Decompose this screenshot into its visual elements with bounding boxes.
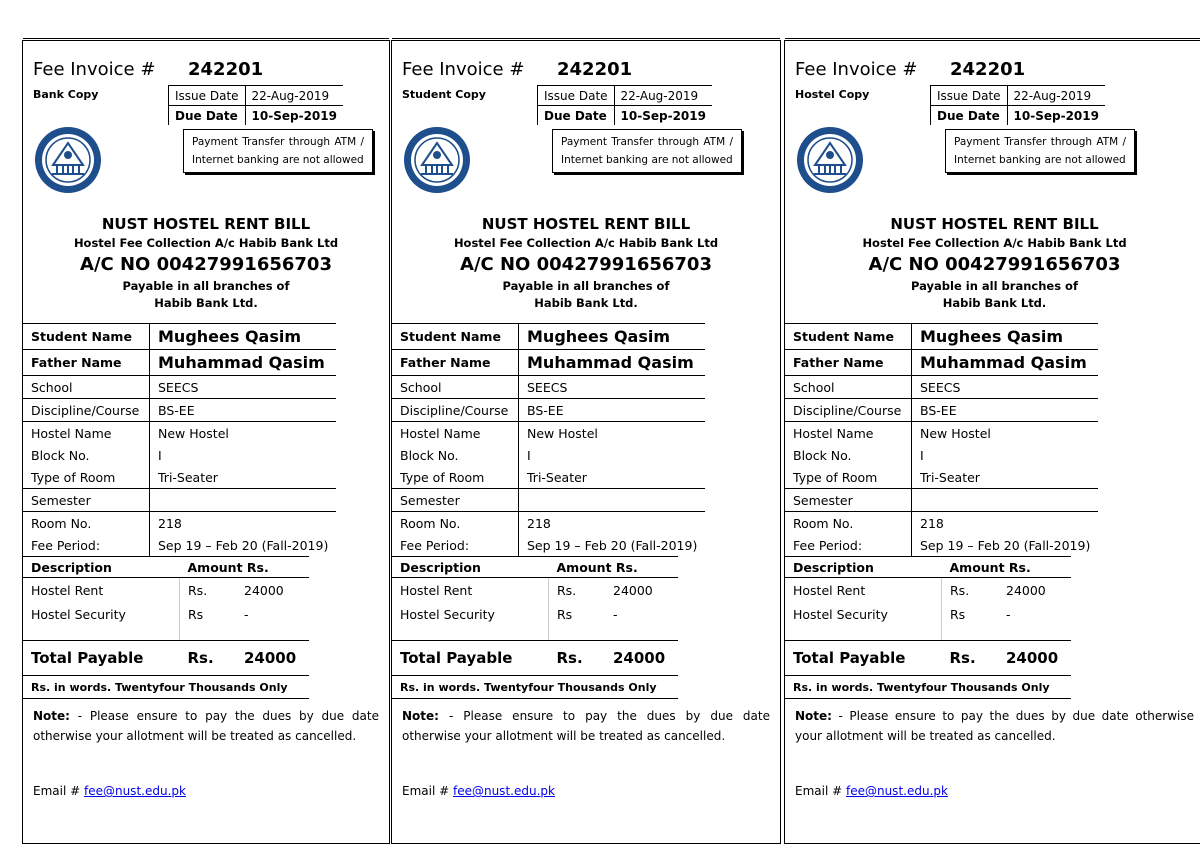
collection-account: Hostel Fee Collection A/c Habib Bank Ltd [73,236,339,250]
email-line [402,784,555,798]
bill-title: NUST HOSTEL RENT BILL [481,215,691,233]
father-name-value: Muhammad Qasim [150,350,337,376]
due-date-label: Due Date [169,106,246,126]
school-label: School [392,376,519,399]
email-line [33,784,186,798]
semester-label: Semester [392,489,519,512]
email-label: Email # [402,784,453,798]
nust-logo-icon [33,125,103,195]
invoice-title: Fee Invoice # [795,59,918,80]
room-no-value: 218 [920,515,944,531]
hostel-security-amount: - [613,606,618,622]
issue-date-label: Issue Date [169,86,246,106]
date-box [930,85,1105,125]
bill-title: NUST HOSTEL RENT BILL [101,215,311,233]
block-value: I [527,447,531,463]
account-number: A/C NO 00427991656703 [868,254,1121,275]
fee-table [23,556,309,699]
school-label: School [785,376,912,399]
student-info-table [392,323,705,556]
hostel-rent-amount: 24000 [613,582,653,598]
issue-date-value: 22-Aug-2019 [1007,86,1105,106]
invoice-number: 242201 [557,59,633,80]
invoice-title: Fee Invoice # [402,59,525,80]
student-name-value: Mughees Qasim [150,324,337,350]
note-text: - Please ensure to pay the dues by due date otherwise your allotment will be treated as cancelled. [795,709,1194,743]
payable-line-1: Payable in all branches of [502,279,670,293]
student-name-label: Student Name [23,324,150,350]
student-name-value: Mughees Qasim [912,324,1099,350]
room-type-value: Tri-Seater [150,466,337,489]
total-payable-label: Total Payable [23,641,180,676]
semester-value [519,489,706,512]
hostel-rent-currency: Rs. [180,578,237,603]
school-value: SEECS [912,376,1099,399]
note-text: - Please ensure to pay the dues by due date otherwise your allotment will be treated as cancelled. [402,709,770,743]
bill-header [785,214,1200,312]
amount-in-words: Rs. in words. Twentyfour Thousands Only [785,676,1071,699]
hostel-rent-label: Hostel Rent [793,582,866,598]
block-value: I [920,447,924,463]
description-header: Description [23,557,180,578]
invoice-number: 242201 [188,59,264,80]
total-currency: Rs. [549,641,606,676]
father-name-value: Muhammad Qasim [519,350,706,376]
father-name-value: Muhammad Qasim [912,350,1099,376]
bank-copy-slip [22,40,390,844]
room-type-label: Type of Room [23,466,150,489]
due-date-label: Due Date [931,106,1008,126]
hostel-rent-amount: 24000 [1006,582,1046,598]
room-no-label: Room No. [23,512,150,535]
email-link[interactable]: fee@nust.edu.pk [83,784,186,798]
copy-label: Student Copy [402,88,486,101]
email-line [795,784,948,798]
discipline-value: BS-EE [150,399,337,422]
amount-header: Amount Rs. [549,557,678,578]
collection-account: Hostel Fee Collection A/c Habib Bank Ltd [453,236,719,250]
student-name-label: Student Name [785,324,912,350]
total-amount: 24000 [605,641,678,676]
total-payable-label: Total Payable [392,641,549,676]
hostel-security-label: Hostel Security [400,606,495,622]
date-box [168,85,343,125]
total-amount: 24000 [236,641,309,676]
nust-logo-icon [402,125,472,195]
collection-account: Hostel Fee Collection A/c Habib Bank Ltd [862,236,1127,250]
payable-line-2: Habib Bank Ltd. [534,296,638,310]
bill-header [392,214,780,312]
due-date-value: 10-Sep-2019 [1007,106,1105,126]
hostel-security-amount: - [244,606,249,622]
hostel-name-value: New Hostel [527,425,598,441]
hostel-rent-currency: Rs. [549,578,606,603]
note-label: Note: [795,709,832,723]
payable-line-2: Habib Bank Ltd. [154,296,258,310]
hostel-name-label: Hostel Name [785,422,912,445]
payment-notice: Payment Transfer through ATM / Internet banking are not allowed [552,129,742,173]
student-info-table [23,323,336,556]
note-paragraph [33,706,379,746]
description-header: Description [392,557,549,578]
fee-table [785,556,1071,699]
block-value: I [158,447,162,463]
amount-in-words: Rs. in words. Twentyfour Thousands Only [23,676,309,699]
hostel-name-value: New Hostel [920,425,991,441]
payable-line-2: Habib Bank Ltd. [942,296,1047,310]
payable-line-1: Payable in all branches of [122,279,290,293]
payment-notice: Payment Transfer through ATM / Internet banking are not allowed [945,129,1135,173]
issue-date-value: 22-Aug-2019 [245,86,343,106]
invoice-number: 242201 [950,59,1026,80]
email-label: Email # [33,784,84,798]
fee-period-label: Fee Period: [23,534,150,556]
hostel-security-label: Hostel Security [793,606,888,622]
note-paragraph [402,706,770,746]
hostel-name-label: Hostel Name [23,422,150,445]
description-header: Description [785,557,942,578]
note-label: Note: [402,709,439,723]
father-name-label: Father Name [23,350,150,376]
total-payable-label: Total Payable [785,641,942,676]
room-type-label: Type of Room [785,466,912,489]
email-label: Email # [795,784,846,798]
fee-period-value: Sep 19 – Feb 20 (Fall-2019) [920,537,1091,553]
student-copy-slip [391,40,781,844]
issue-date-label: Issue Date [931,86,1008,106]
payment-notice: Payment Transfer through ATM / Internet banking are not allowed [183,129,373,173]
total-currency: Rs. [942,641,999,676]
father-name-label: Father Name [785,350,912,376]
copy-label: Hostel Copy [795,88,870,101]
note-paragraph [795,706,1194,746]
semester-value [912,489,1099,512]
hostel-name-value: New Hostel [158,425,229,441]
date-box [537,85,712,125]
email-link[interactable]: fee@nust.edu.pk [452,784,555,798]
due-date-label: Due Date [538,106,615,126]
hostel-security-label: Hostel Security [31,606,126,622]
room-no-label: Room No. [392,512,519,535]
payable-line-1: Payable in all branches of [911,279,1078,293]
top-border [23,38,389,39]
block-label: Block No. [23,444,150,466]
fee-period-value: Sep 19 – Feb 20 (Fall-2019) [158,537,329,553]
block-label: Block No. [392,444,519,466]
issue-date-label: Issue Date [538,86,615,106]
amount-in-words: Rs. in words. Twentyfour Thousands Only [392,676,678,699]
fee-table [392,556,678,699]
discipline-value: BS-EE [519,399,706,422]
discipline-label: Discipline/Course [392,399,519,422]
top-border [392,38,780,39]
room-type-value: Tri-Seater [519,466,706,489]
student-name-value: Mughees Qasim [519,324,706,350]
due-date-value: 10-Sep-2019 [614,106,712,126]
issue-date-value: 22-Aug-2019 [614,86,712,106]
invoice-title: Fee Invoice # [33,59,156,80]
school-label: School [23,376,150,399]
fee-period-label: Fee Period: [392,534,519,556]
student-info-table [785,323,1098,556]
semester-label: Semester [23,489,150,512]
discipline-label: Discipline/Course [785,399,912,422]
fee-period-label: Fee Period: [785,534,912,556]
amount-header: Amount Rs. [942,557,1071,578]
bill-header [23,214,389,312]
total-amount: 24000 [998,641,1071,676]
hostel-security-currency: Rs [942,602,999,626]
father-name-label: Father Name [392,350,519,376]
school-value: SEECS [519,376,706,399]
fee-period-value: Sep 19 – Feb 20 (Fall-2019) [527,537,698,553]
block-label: Block No. [785,444,912,466]
hostel-security-currency: Rs [180,602,237,626]
hostel-security-amount: - [1006,606,1011,622]
account-number: A/C NO 00427991656703 [80,254,332,275]
room-no-label: Room No. [785,512,912,535]
top-border [785,38,1200,39]
nust-logo-icon [795,125,865,195]
hostel-name-label: Hostel Name [392,422,519,445]
room-no-value: 218 [158,515,182,531]
hostel-rent-label: Hostel Rent [31,582,104,598]
school-value: SEECS [150,376,337,399]
bill-title: NUST HOSTEL RENT BILL [890,215,1099,233]
discipline-label: Discipline/Course [23,399,150,422]
account-number: A/C NO 00427991656703 [460,254,712,275]
room-no-value: 218 [527,515,551,531]
room-type-value: Tri-Seater [912,466,1099,489]
hostel-rent-currency: Rs. [942,578,999,603]
due-date-value: 10-Sep-2019 [245,106,343,126]
copy-label: Bank Copy [33,88,99,101]
amount-header: Amount Rs. [180,557,309,578]
hostel-security-currency: Rs [549,602,606,626]
room-type-label: Type of Room [392,466,519,489]
semester-value [150,489,337,512]
total-currency: Rs. [180,641,237,676]
hostel-rent-amount: 24000 [244,582,284,598]
hostel-copy-slip [784,40,1200,844]
discipline-value: BS-EE [912,399,1099,422]
student-name-label: Student Name [392,324,519,350]
note-label: Note: [33,709,70,723]
hostel-rent-label: Hostel Rent [400,582,473,598]
note-text: - Please ensure to pay the dues by due date otherwise your allotment will be treated as cancelled. [33,709,379,743]
email-link[interactable]: fee@nust.edu.pk [845,784,948,798]
semester-label: Semester [785,489,912,512]
